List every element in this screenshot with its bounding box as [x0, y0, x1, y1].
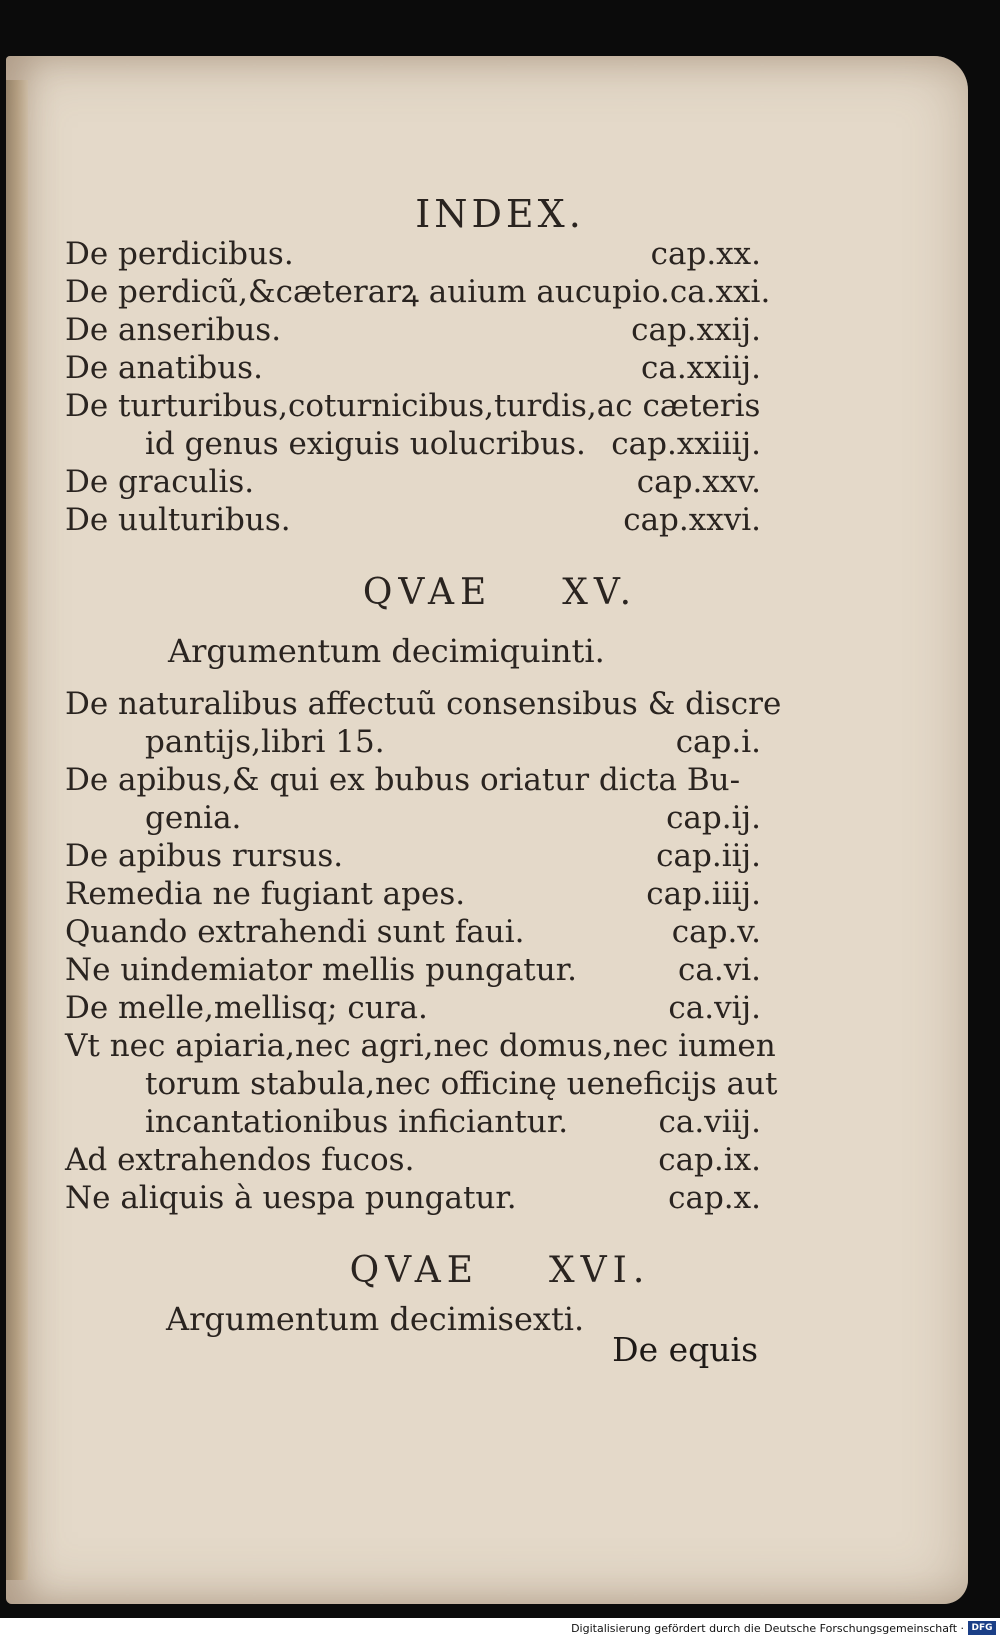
index-entry — [65, 912, 761, 952]
index-entry — [65, 722, 761, 762]
index-entry — [65, 798, 761, 838]
entry-text: Ne uindemiator mellis pungatur. — [65, 952, 577, 988]
chapter-ref: cap.iij. — [656, 838, 761, 874]
index-entry — [65, 988, 761, 1028]
entry-text: De perdicibus. — [65, 236, 294, 272]
entry-text: Remedia ne fugiant apes. — [65, 876, 466, 912]
chapter-ref: cap.xxiiij. — [611, 426, 761, 462]
entry-text: De naturalibus affectuũ consensibus & discre — [65, 686, 782, 722]
entry-text: Ad extrahendos fucos. — [65, 1142, 415, 1178]
entry-text: De apibus,& qui ex bubus oriatur dicta Bu- — [65, 762, 741, 798]
entry-text: De melle,mellisq; cura. — [65, 990, 428, 1026]
chapter-ref: cap.i. — [675, 724, 761, 760]
index-entry — [65, 1140, 761, 1180]
entry-text: id genus exiguis uolucribus. — [145, 426, 586, 462]
entry-text: genia. — [145, 800, 242, 836]
index-entry — [65, 1064, 778, 1104]
index-entry — [65, 760, 761, 800]
entry-text: pantijs,libri 15. — [145, 724, 385, 760]
entry-text: Quando extrahendi sunt faui. — [65, 914, 525, 950]
entry-text: De anatibus. — [65, 350, 263, 386]
dfg-logo: DFG — [968, 1621, 996, 1635]
index-entry — [65, 874, 761, 914]
chapter-ref: cap.xx. — [650, 236, 761, 272]
index-entry — [65, 500, 761, 540]
footer-credit: Digitalisierung gefördert durch die Deutsche Forschungsgemeinschaft · — [571, 1622, 964, 1635]
chapter-ref: cap.iiij. — [646, 876, 761, 912]
chapter-ref: ca.vi. — [678, 952, 761, 988]
chapter-ref: ca.vij. — [668, 990, 761, 1026]
chapter-ref: cap.ij. — [666, 800, 761, 836]
footer-bar — [0, 1618, 1000, 1641]
entry-text: Vt nec apiaria,nec agri,nec domus,nec iumen — [65, 1028, 776, 1064]
chapter-ref: cap.ix. — [658, 1142, 761, 1178]
entry-text: De uulturibus. — [65, 502, 291, 538]
index-entry — [65, 386, 761, 426]
running-head: INDEX. — [415, 192, 585, 236]
entry-text: De apibus rursus. — [65, 838, 344, 874]
index-entry — [65, 1102, 761, 1142]
chapter-ref: cap.xxij. — [631, 312, 761, 348]
section-label: QVAE — [349, 1250, 480, 1291]
index-entry — [65, 272, 771, 312]
entry-text: Ne aliquis à uespa pungatur. — [65, 1180, 517, 1216]
section-label: QVAE — [362, 572, 493, 613]
index-entry — [65, 950, 761, 990]
entry-text: De anseribus. — [65, 312, 282, 348]
section-number: XVI. — [549, 1250, 651, 1291]
section-heading-xvi — [0, 1250, 1000, 1291]
entry-text: De perdicũ,&cæterarꝝ auium aucupio.ca.xxi. — [65, 274, 771, 310]
entry-text: De turturibus,coturnicibus,turdis,ac cæteris — [65, 388, 761, 424]
chapter-ref: cap.x. — [668, 1180, 761, 1216]
entry-text: torum stabula,nec officinę ueneficijs aut — [145, 1066, 778, 1102]
chapter-ref: ca.xxiij. — [641, 350, 761, 386]
index-entry — [65, 1178, 761, 1218]
entry-text: De graculis. — [65, 464, 255, 500]
section-argument: Argumentum decimiquinti. — [168, 632, 605, 670]
index-entry — [65, 462, 761, 502]
index-entry — [65, 348, 761, 388]
entry-text: incantationibus inficiantur. — [145, 1104, 569, 1140]
index-entry — [65, 234, 761, 274]
index-entry — [65, 836, 761, 876]
chapter-ref: cap.v. — [671, 914, 761, 950]
catchword: De equis — [612, 1330, 758, 1369]
section-number: XV. — [562, 572, 638, 613]
index-entry — [65, 1026, 776, 1066]
page-gutter — [6, 80, 28, 1580]
section-heading-xv — [0, 572, 1000, 613]
index-entry — [65, 310, 761, 350]
section-argument: Argumentum decimisexti. — [166, 1300, 585, 1338]
index-entry — [65, 684, 782, 724]
index-entry — [65, 424, 761, 464]
chapter-ref: ca.viij. — [658, 1104, 761, 1140]
chapter-ref: cap.xxvi. — [623, 502, 761, 538]
chapter-ref: cap.xxv. — [636, 464, 761, 500]
